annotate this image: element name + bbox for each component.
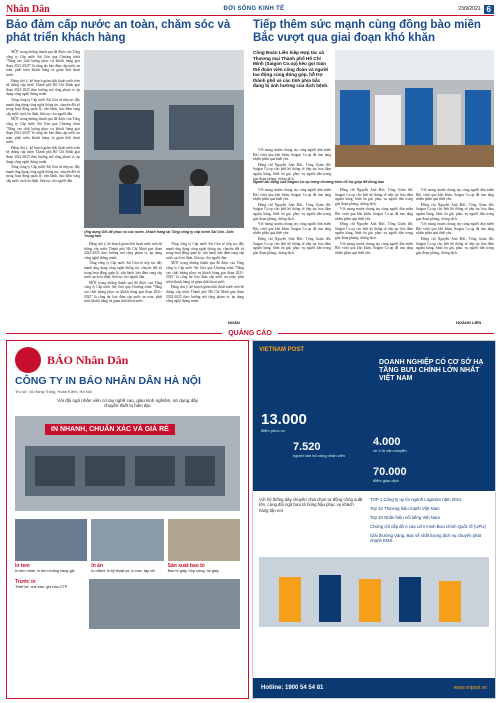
product-photo [15,519,87,561]
article1-paragraph: MỘT trong những thành quả đã được của Tổng công ty Cấp nước Sài Gòn qua Chương trình "Nâng cao chất lượng phục vụ khách hàng giai đoạn 2021-2025" là công tác bảo đảm cấp nước an toàn, phát triển khách hàng và giảm thất thoát nước. [84,280,162,304]
vietnam-post-ad[interactable] [252,340,496,699]
vnpost-hero [253,341,495,491]
article1-paragraph: Tổng công ty Cấp nước Sài Gòn sẽ tiếp tục đẩy mạnh ứng dụng công nghệ thông tin, chuyển đổi số trong hoạt động quản lý, vận hành, bảo đảm cung cấp nước sạch ổn định, liên tục cho người dân. [6,97,80,116]
award-item: Top 10 Thương hiệu mạnh Việt Nam [370,506,440,511]
product-name: Sản xuất bao bì [167,563,205,569]
article2-photo [335,50,494,167]
product-desc: Bao bì giấy, hộp cứng, túi giấy [167,569,219,573]
article2-paragraph: Đồng chí Nguyễn Anh Đức, Tổng Giám đốc Saigon Co.op cho biết hệ thống sẽ tiếp tục bảo đảm nguồn hàng, bình ổn giá, phục vụ người dân trong giai đoạn phòng, chống dịch. [416,202,494,221]
ads-divider [6,329,494,338]
page-header [6,3,494,16]
stat-label: điểm phục vụ [261,428,285,433]
postal-staff-image [259,557,489,627]
product-desc: In tem nhãn, in tem chống hàng giả [15,569,75,573]
award-item: Chứng chỉ cấp độ A của Liên minh Bưu chính Quốc tế (UPU) [370,524,486,529]
warehouse-photo-image [335,50,494,167]
printing-machine-photo [15,416,240,511]
stat-label: điểm giao dịch [373,478,399,483]
stat-label: xe ô tô vận chuyển [373,448,407,453]
article2-column [335,188,413,323]
article2-column [253,148,331,181]
product-item [168,519,240,573]
article1-paragraph: Đáng chú ý, kế hoạch giảm thất thoát nước trên hệ thống cấp nước Thành phố Hồ Chí Minh giai đoạn 2022-2025 theo hướng mở rộng phạm vi, áp dụng công nghệ thông minh. [84,242,162,260]
article2-paragraph: Với mong muốn chung tay cùng người dân miền Bắc vượt qua khó khăn, Saigon Co.op đã trao tặng nhiều phần quà thiết yếu. [416,188,494,202]
article1-column [166,242,244,320]
vnpost-lower [253,491,495,553]
stat-value: 4.000 [373,436,401,448]
article1-paragraph: MỘT trong những thành quả đã được của Tổng công ty Cấp nước Sài Gòn qua Chương trình "Nâng cao chất lượng phục vụ khách hàng giai đoạn 2021-2025" là công tác bảo đảm cấp nước an toàn, phát triển khách hàng và giảm thất thoát nước. [166,261,244,284]
vnpost-footer [253,678,495,698]
issue-date: 23/9/2021 [458,6,481,12]
article2-paragraph: Đồng chí Nguyễn Anh Đức, Tổng Giám đốc Saigon Co.op cho biết hệ thống sẽ tiếp tục bảo đảm nguồn hàng, bình ổn giá, phục vụ người dân trong giai đoạn phòng, chống dịch. [253,202,331,221]
product-grid [7,515,248,577]
article2-paragraph: Đồng chí Nguyễn Anh Đức, Tổng Giám đốc Saigon Co.op cho biết hệ thống sẽ tiếp tục bảo đảm nguồn hàng, bình ổn giá, phục vụ người dân trong giai đoạn phòng, chống dịch. [253,236,331,255]
article2-paragraph: Đồng chí Nguyễn Anh Đức, Tổng Giám đốc Saigon Co.op cho biết hệ thống sẽ tiếp tục bảo đảm nguồn hàng, bình ổn giá, phục vụ người dân trong giai đoạn phòng, chống dịch. [335,188,413,206]
article1-byline: NGÂN [228,320,240,325]
page-number: 6 [484,5,494,14]
stat-label: người cán bộ công nhân viên [293,453,346,458]
product-name: In tem [15,563,30,569]
article2-title[interactable]: Tiếp thêm sức mạnh cùng đồng bào miền Bắc vượt qua giai đoạn khó khăn [253,19,481,44]
award-item: Giải thưởng Vàng, Bạc về chất lượng dịch vụ chuyển phát nhanh EMS [370,533,481,543]
prepress-photo [89,579,240,629]
printing-company-ad[interactable] [6,340,249,699]
article2-paragraph: Đồng chí Nguyễn Anh Đức, Tổng Giám đốc Saigon Co.op cho biết hệ thống sẽ tiếp tục bảo đảm nguồn hàng, bình ổn giá, phục vụ người dân trong giai đoạn phòng, chống dịch. [335,222,413,240]
ad-address: Trụ sở: 16 Hàng Trống, Hoàn Kiếm, Hà Nội [15,389,92,394]
vnpost-stat [373,466,407,483]
product-row-bottom [7,577,248,631]
vnpost-body: Với hệ thống dày chuyền chia chọn tự động công suất lớn, cùng đội ngũ bưu tá hùng hậu phục vụ khách hàng tận nơi. [259,497,363,513]
article1-paragraph: Tổng công ty Cấp nước Sài Gòn sẽ tiếp tục đẩy mạnh ứng dụng công nghệ thông tin, chuyển đổi số trong hoạt động quản lý, vận hành, bảo đảm cung cấp nước sạch ổn định, liên tục cho người dân. [166,242,244,260]
article1-caption: Ứng dụng GIS để phục vụ các nước, khách hàng tại Tổng công ty cấp nước Sài Gòn. Ảnh: Trung tâm [84,230,235,239]
stat-value: 13.000 [261,411,307,428]
article1-column [6,50,80,326]
vnpost-stat [293,441,345,458]
section-name: ĐỜI SỐNG KINH TẾ [223,6,285,12]
article2-paragraph: Đồng chí Nguyễn Anh Đức, Tổng Giám đốc Saigon Co.op cho biết hệ thống sẽ tiếp tục bảo đảm nguồn hàng, bình ổn giá, phục vụ người dân trong giai đoạn phòng, chống dịch. [253,162,331,181]
award-item: Top 10 Nhãn hiệu nổi tiếng Việt Nam [370,515,440,520]
article1-paragraph: Đáng chú ý, kế hoạch giảm thất thoát nước trên hệ thống cấp nước Thành phố Hồ Chí Minh giai đoạn 2022-2025 theo hướng mở rộng phạm vi, áp dụng công nghệ thông minh. [6,145,80,164]
article2-paragraph: Với mong muốn chung tay cùng người dân miền Bắc vượt qua khó khăn, Saigon Co.op đã trao tặng nhiều phần quà thiết yếu. [253,222,331,236]
article1-photo [84,50,244,228]
article2-lead: Công Đoàn Liên hiệp Hợp tác xã Thương mại Thành phố Hồ Chí Minh (Saigon Co.op) kêu gọi toàn thể đoàn viên công đoàn và người lao động cùng đóng góp, hỗ trợ thành phố và các tỉnh phía bắc đang bị ảnh hưởng của dịch bệnh. [253,50,329,88]
vnpost-headline: DOANH NGHIỆP CÓ CƠ SỞ HẠ TẦNG BƯU CHÍNH LỚN NHẤT VIỆT NAM [379,359,484,383]
article1-paragraph: Đáng chú ý, kế hoạch giảm thất thoát nước trên hệ thống cấp nước Thành phố Hồ Chí Minh giai đoạn 2022-2025 theo hướng mở rộng phạm vi, áp dụng công nghệ thông minh. [166,285,244,304]
article2-paragraph: Với mong muốn chung tay cùng người dân miền Bắc vượt qua khó khăn, Saigon Co.op đã trao tặng nhiều phần quà thiết yếu. [253,148,331,162]
ad-banner: IN NHANH, CHUẨN XÁC VÀ GIÁ RẺ [45,424,175,435]
article2-byline: HOÀNG LIÊN [456,320,482,325]
ad-intro: Với đội ngũ nhân viên có tay nghề cao, giàu kinh nghiệm, sử dụng dây chuyền thiết bị hiện đại. [57,398,198,408]
vnpost-hotline[interactable]: Hotline: 1900 54 54 81 [261,685,324,691]
stat-value: 7.520 [293,441,321,453]
product-desc: Thiết kế, chế bản, ghi bản CTP [15,585,68,589]
article2-column [416,188,494,316]
newspaper-emblem-icon [15,347,41,373]
article1-paragraph: MỘT trong những thành quả đã được của Tổng công ty Cấp nước Sài Gòn qua Chương trình "Nâng cao chất lượng phục vụ khách hàng giai đoạn 2021-2025" là công tác bảo đảm cấp nước an toàn, phát triển khách hàng và giảm thất thoát nước. [6,117,80,145]
article2-paragraph: Với mong muốn chung tay cùng người dân miền Bắc vượt qua khó khăn, Saigon Co.op đã trao tặng nhiều phần quà thiết yếu. [416,222,494,236]
product-name: In ấn [91,563,103,569]
article1-paragraph: Đáng chú ý, kế hoạch giảm thất thoát nước trên hệ thống cấp nước Thành phố Hồ Chí Minh giai đoạn 2022-2025 theo hướng mở rộng phạm vi, áp dụng công nghệ thông minh. [6,78,80,97]
vnpost-stat [261,411,307,433]
vnpost-brand: VIETNAM POST [259,347,305,353]
vnpost-photo [259,557,489,627]
article2-paragraph: Với mong muốn chung tay cùng người dân miền Bắc vượt qua khó khăn, Saigon Co.op đã trao tặng nhiều phần quà thiết yếu. [335,241,413,255]
office-photo-image [84,50,244,228]
article1-title[interactable]: Bảo đảm cấp nước an toàn, chăm sóc và phát triển khách hàng [6,19,231,44]
product-item [91,519,163,573]
article2-caption: Người lao động của Saigon Co.op trong chương trình hỗ trợ giúp đỡ đồng bào [253,180,385,184]
ad-company-name: CÔNG TY IN BÁO NHÂN DÂN HÀ NỘI [15,375,201,387]
ads-label: QUẢNG CÁO [228,330,272,337]
article1-paragraph: Tổng công ty Cấp nước Sài Gòn sẽ tiếp tục đẩy mạnh ứng dụng công nghệ thông tin, chuyển đổi số trong hoạt động quản lý, vận hành, bảo đảm cung cấp nước sạch ổn định, liên tục cho người dân. [6,165,80,184]
article1-column [84,242,162,326]
product-item [15,519,87,573]
article2-paragraph: Với mong muốn chung tay cùng người dân miền Bắc vượt qua khó khăn, Saigon Co.op đã trao tặng nhiều phần quà thiết yếu. [253,188,331,202]
product-photo [168,519,240,561]
product-name: Trước in [15,579,36,585]
article1-paragraph: Tổng công ty Cấp nước Sài Gòn sẽ tiếp tục đẩy mạnh ứng dụng công nghệ thông tin, chuyển đổi số trong hoạt động quản lý, vận hành, bảo đảm cung cấp nước sạch ổn định, liên tục cho người dân. [84,261,162,280]
article2-column [253,188,331,323]
vnpost-stat [373,436,407,453]
vnpost-awards [370,497,489,547]
award-item: TOP 1 Công ty uy tín ngành Logistics năm 2021 [370,497,462,502]
stat-value: 70.000 [373,466,407,478]
ad-brand: BÁO Nhân Dân [47,352,129,367]
newspaper-logo: Nhân Dân [6,3,50,15]
divider-line [6,333,222,334]
ad-brand-row [7,341,248,375]
article2-paragraph: Với mong muốn chung tay cùng người dân miền Bắc vượt qua khó khăn, Saigon Co.op đã trao tặng nhiều phần quà thiết yếu. [335,207,413,221]
article2-paragraph: Đồng chí Nguyễn Anh Đức, Tổng Giám đốc Saigon Co.op cho biết hệ thống sẽ tiếp tục bảo đảm nguồn hàng, bình ổn giá, phục vụ người dân trong giai đoạn phòng, chống dịch. [416,236,494,255]
header-right [458,5,494,14]
product-desc: In offset, in kỹ thuật số, in báo, tạp chí [91,569,156,573]
product-photo [91,519,163,561]
vnpost-website[interactable]: www.vnpost.vn [453,685,487,691]
divider-line [278,333,494,334]
article1-paragraph: MỘT trong những thành quả đã được của Tổng công ty Cấp nước Sài Gòn qua Chương trình "Nâng cao chất lượng phục vụ khách hàng giai đoạn 2021-2025" là công tác bảo đảm cấp nước an toàn, phát triển khách hàng và giảm thất thoát nước. [6,50,80,77]
product-item [15,579,85,629]
